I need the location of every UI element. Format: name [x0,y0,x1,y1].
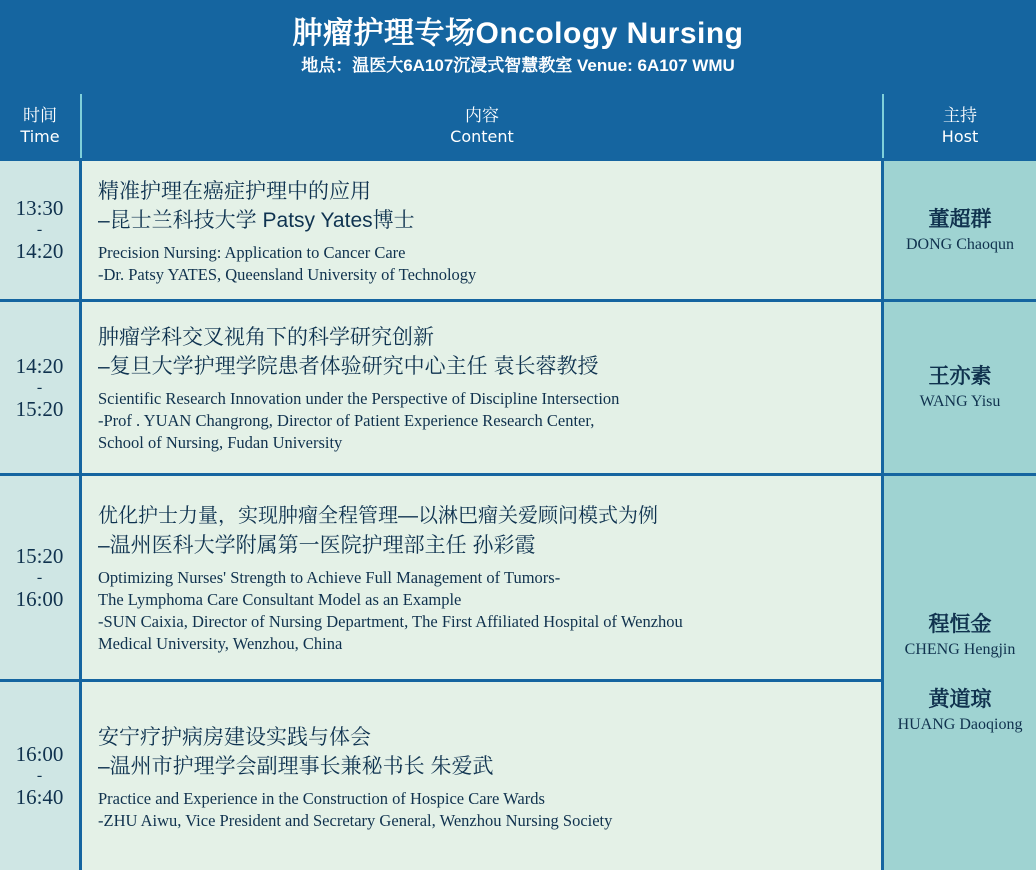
session-title-cn: 肿瘤学科交叉视角下的科学研究创新 [98,326,434,349]
host-name-en-secondary: HUANG Daoqiong [897,716,1023,733]
host-entry [898,611,1023,660]
session-speaker-cn: –温州医科大学附属第一医院护理部主任 孙彩霞 [98,534,536,557]
column-header-content-cn: 内容 [465,106,499,125]
column-header-content [82,94,884,158]
host-name-cn: 王亦素 [928,365,992,388]
time-dash: - [36,378,43,396]
venue-subtitle: 地点：温医大6A107沉浸式智慧教室 Venue: 6A107 WMU [301,56,735,75]
column-header-host-cn: 主持 [943,106,977,125]
column-header-host-en: Host [941,127,979,146]
table-row-time [0,476,82,682]
session-title-cn: 安宁疗护病房建设实践与体会 [98,725,371,749]
time-end: 15:20 [15,396,64,421]
host-column [884,161,1036,870]
host-name-cn-secondary: 黄道琼 [928,688,992,711]
host-name-cn: 程恒金 [928,613,992,636]
session-title-cn: 优化护士力量，实现肿瘤全程管理—以淋巴瘤关爱顾问模式为例 [98,505,658,527]
table-row-content [82,302,884,476]
time-end: 16:00 [15,586,64,611]
table-row-time [0,161,82,302]
schedule-table [0,158,1036,870]
time-dash: - [36,568,43,586]
table-row-host [884,476,1036,870]
time-end: 16:40 [15,785,64,809]
session-title-en-cont: The Lymphoma Care Consultant Model as an Example [98,590,462,609]
page-title: 肿瘤护理专场Oncology Nursing [292,17,744,50]
time-end: 14:20 [15,239,64,263]
table-row-host [884,302,1036,476]
column-header-host [884,94,1036,158]
host-name-en: DONG Chaoqun [906,235,1014,253]
host-entry [898,686,1023,735]
session-title-en: Precision Nursing: Application to Cancer Care [98,242,406,262]
time-dash: - [36,221,43,238]
session-speaker-cn: –温州市护理学会副理事长兼秘书长 朱爱武 [98,754,494,778]
time-start: 16:00 [15,742,64,766]
session-title-en: Optimizing Nurses' Strength to Achieve Full Management of Tumors- [98,568,561,587]
session-en-block [98,388,867,454]
host-name-en: WANG Yisu [919,393,1001,410]
session-en-block [98,242,867,286]
column-header-content-en: Content [450,127,514,146]
session-en-block [98,567,867,655]
column-header-time-en: Time [20,127,60,146]
table-row-time [0,682,82,870]
session-speaker-cn: –昆士兰科技大学 Patsy Yates博士 [98,208,415,232]
table-column-headers [0,94,1036,158]
table-row-content [82,161,884,302]
column-header-time [0,94,82,158]
time-column [0,161,82,870]
time-start: 15:20 [15,543,64,568]
time-start: 14:20 [15,353,64,378]
session-speaker-en: -Dr. Patsy YATES, Queensland University of Technology [98,264,477,284]
session-speaker-en: -Prof . YUAN Changrong, Director of Patient Experience Research Center, [98,411,595,430]
table-row-time [0,302,82,476]
column-header-time-cn: 时间 [23,106,57,125]
host-name-stack [898,611,1023,735]
session-title-en: Practice and Experience in the Construction of Hospice Care Wards [98,788,545,808]
session-title-cn: 精准护理在癌症护理中的应用 [98,179,371,203]
table-row-host [884,161,1036,302]
host-name-en: CHENG Hengjin [904,641,1016,658]
session-speaker-en: -SUN Caixia, Director of Nursing Department, The First Affiliated Hospital of Wenzhou [98,612,683,631]
session-speaker-cn: –复旦大学护理学院患者体验研究中心主任 袁长蓉教授 [98,355,599,378]
page-header [0,0,1036,94]
session-en-block [98,788,867,832]
session-speaker-en-cont: School of Nursing, Fudan University [98,433,343,452]
table-row-content [82,682,884,870]
time-start: 13:30 [15,196,64,220]
table-row-content [82,476,884,682]
time-dash: - [36,767,43,784]
session-title-en: Scientific Research Innovation under the Perspective of Discipline Intersection [98,389,620,408]
content-column [82,161,884,870]
session-speaker-en-cont: Medical University, Wenzhou, China [98,634,343,653]
session-speaker-en: -ZHU Aiwu, Vice President and Secretary General, Wenzhou Nursing Society [98,810,613,830]
host-name-cn: 董超群 [928,207,992,231]
